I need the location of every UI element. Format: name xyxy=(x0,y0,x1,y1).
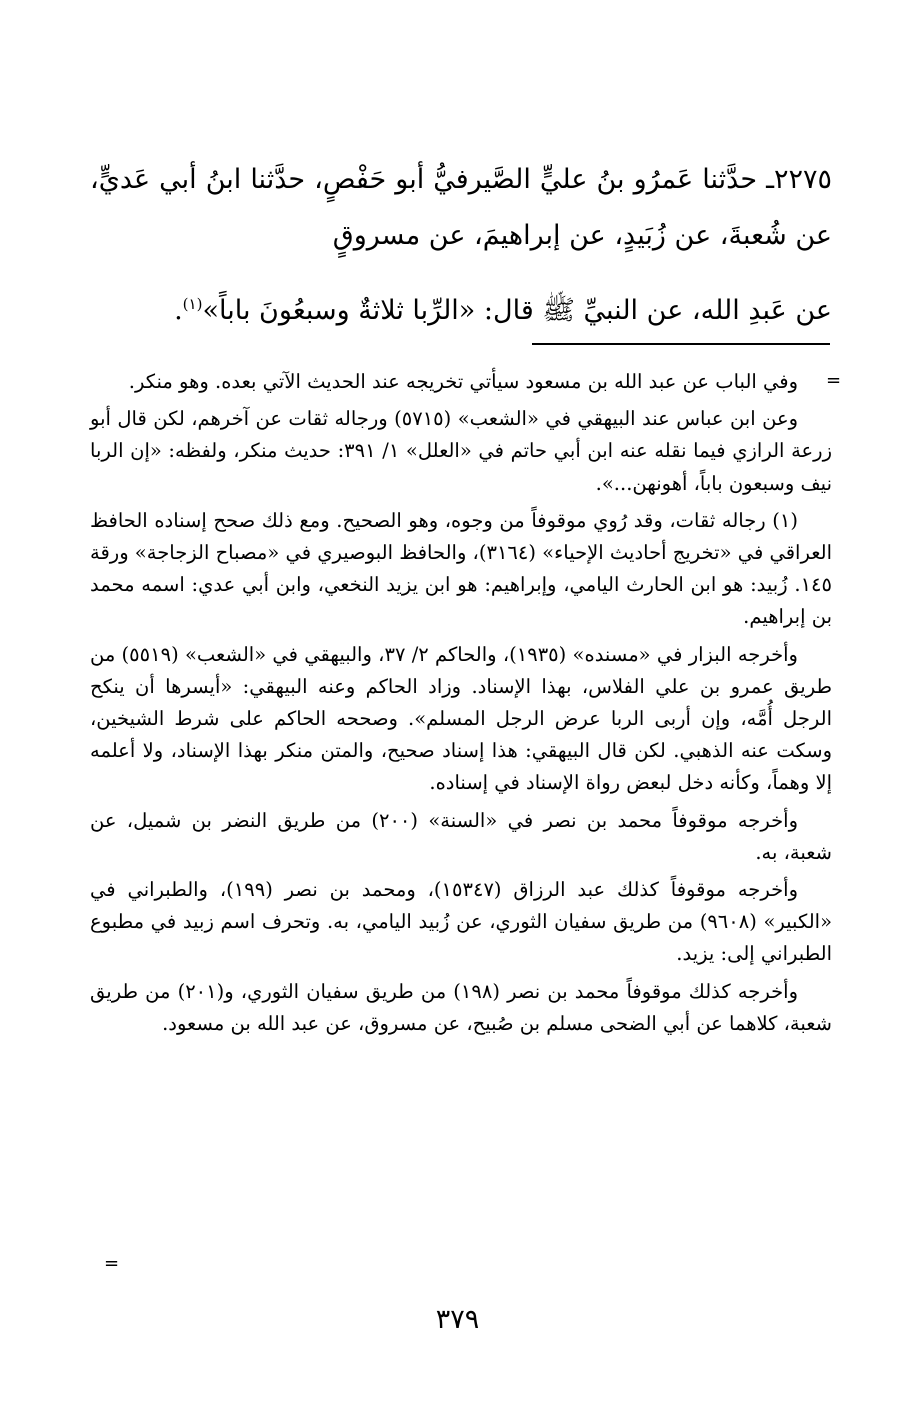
footnote-paragraph: وفي الباب عن عبد الله بن مسعود سيأتي تخريجه عند الحديث الآتي بعده. وهو منكر. xyxy=(128,370,798,393)
footnotes xyxy=(90,366,832,1040)
hadith-text xyxy=(90,152,832,339)
footnote-reference: (١) xyxy=(182,295,203,313)
footnote-paragraph: وأخرجه موقوفاً محمد بن نصر في «السنة» (٢٠٠) من طريق النضر بن شميل، عن شعبة، به. xyxy=(90,808,832,864)
footnote-separator xyxy=(532,343,830,345)
footnote-paragraph: وأخرجه كذلك موقوفاً محمد بن نصر (١٩٨) من طريق سفيان الثوري، و(٢٠١) من طريق شعبة، كلاهما عن أبي الضحى مسلم بن صُبيح، عن مسروق، عن عبد الله بن مسعود. xyxy=(90,979,832,1035)
page-number: ٣٧٩ xyxy=(435,1304,480,1335)
footnote-paragraph: وأخرجه موقوفاً كذلك عبد الرزاق (١٥٣٤٧)، ومحمد بن نصر (١٩٩)، والطبراني في «الكبير» (٩٦٠٨) من طريق سفيان الثوري، عن زُبيد اليامي، به. وتحرف اسم زبيد في مطبوع الطبراني إلى: يزيد. xyxy=(90,878,833,966)
hadith-matn: عن عَبدِ الله، عن النبيِّ ﷺ قال: «الرِّبا ثلاثةٌ وسبعُونَ باباً» xyxy=(202,295,832,326)
hadith-matn-line xyxy=(90,276,832,339)
continuation-mark-bottom: = xyxy=(104,1253,120,1274)
hadith-isnad: ٢٢٧٥ـ حدَّثنا عَمرُو بنُ عليٍّ الصَّيرفيُّ أبو حَفْصٍ، حدَّثنا ابنُ أبي عَديٍّ، عن شُعبةَ، عن زُبَيدٍ، عن إبراهيمَ، عن مسروقٍ xyxy=(90,164,832,251)
continuation-mark-top: = xyxy=(826,370,842,391)
footnote-paragraph: وعن ابن عباس عند البيهقي في «الشعب» (٥٧١٥) ورجاله ثقات عن آخرهم، لكن قال أبو زرعة الرازي فيما نقله عنه ابن أبي حاتم في «العلل» ١/ ٣٩١: حديث منكر، ولفظه: «إن الربا نيف وسبعون باباً، أهونهن...». xyxy=(90,407,832,495)
hadith-end-mark: . xyxy=(174,295,183,326)
footnote-paragraph: وأخرجه البزار في «مسنده» (١٩٣٥)، والحاكم ٢/ ٣٧، والبيهقي في «الشعب» (٥٥١٩) من طريق عمرو بن علي الفلاس، بهذا الإسناد. وزاد الحاكم وعنه البيهقي: «أيسرها أن ينكح الرجل أُمَّه، وإن أربى الربا عرض الرجل المسلم». وصححه الحاكم على شرط الشيخين، وسكت عنه الذهبي. لكن قال البيهقي: هذا إسناد صحيح، والمتن منكر بهذا الإسناد، ولا أعلمه إلا وهماً، وكأنه دخل لبعض رواة الإسناد في إسناده. xyxy=(90,642,832,795)
footnote-paragraph: (١) رجاله ثقات، وقد رُوي موقوفاً من وجوه، وهو الصحيح. ومع ذلك صحح إسناده الحافظ العراقي في «تخريج أحاديث الإحياء» (٣١٦٤)، والحافظ البوصيري في «مصباح الزجاجة» ورقة ١٤٥. زُبيد: هو ابن الحارث اليامي، وإبراهيم: هو ابن يزيد النخعي، وابن أبي عدي: اسمه محمد بن إبراهيم. xyxy=(90,508,832,629)
